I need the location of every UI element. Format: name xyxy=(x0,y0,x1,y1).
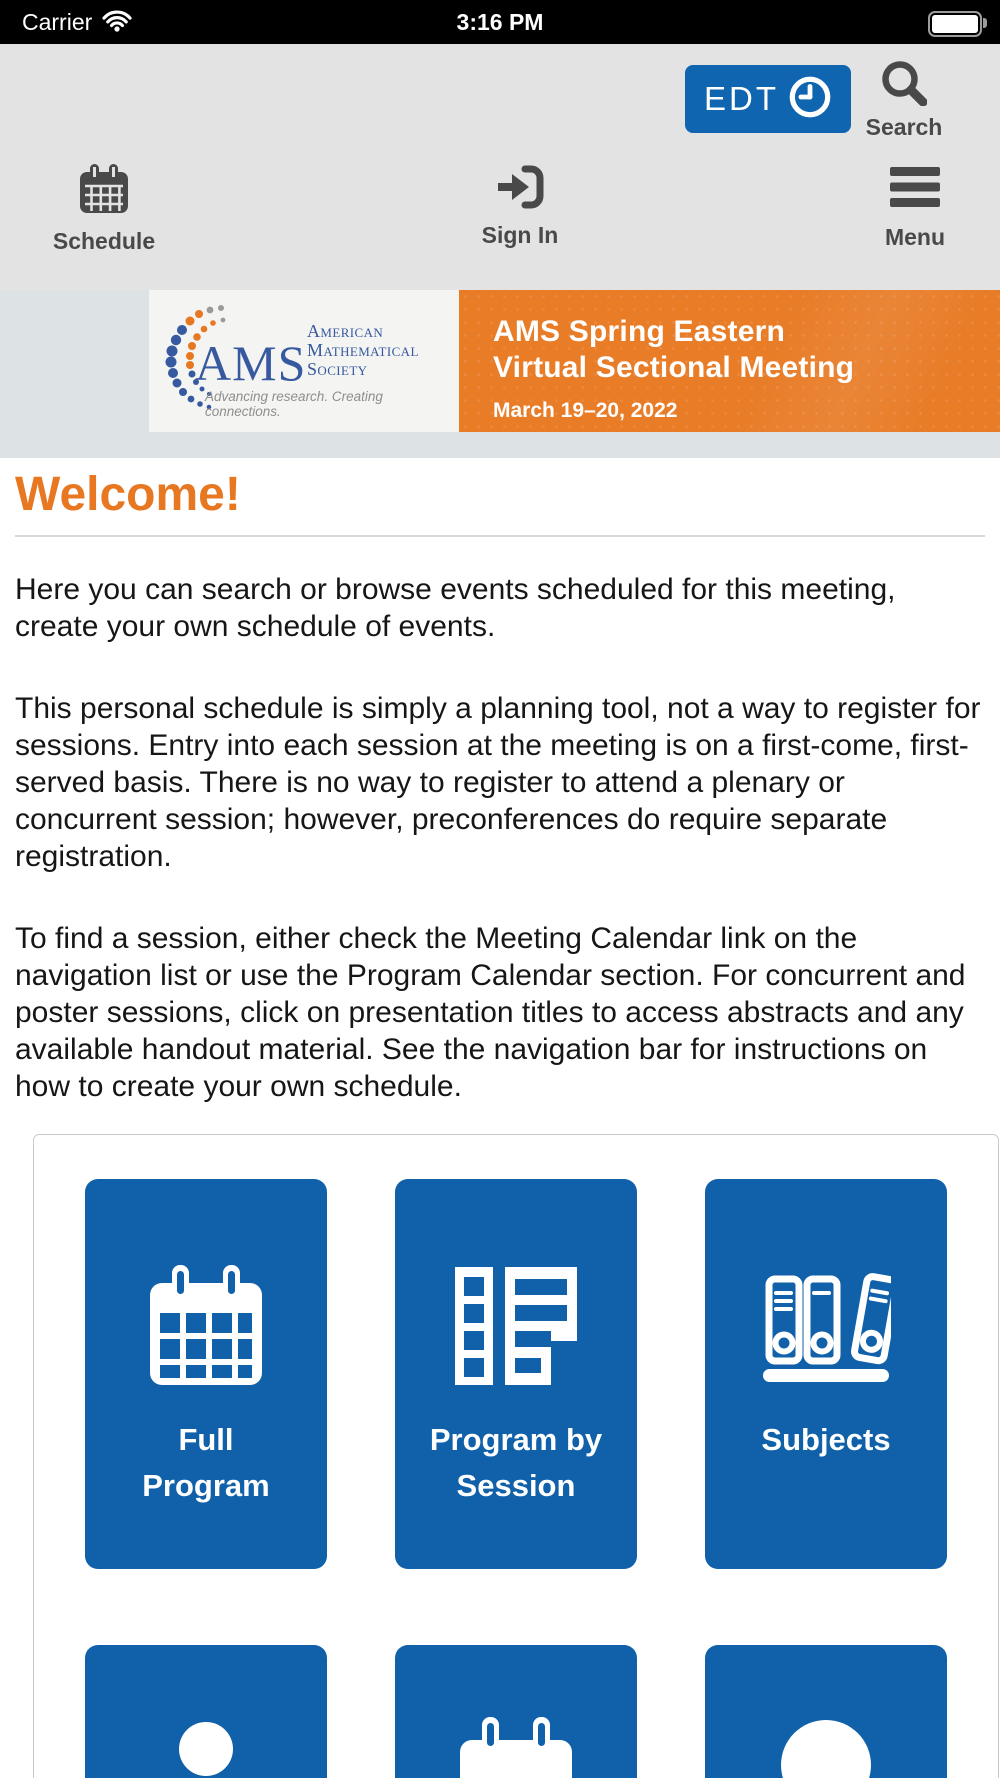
timezone-button[interactable] xyxy=(685,65,851,133)
schedule-button[interactable] xyxy=(52,162,156,255)
battery-icon xyxy=(928,11,982,37)
menu-button[interactable] xyxy=(867,167,963,251)
divider xyxy=(15,535,985,537)
schedule-label: Schedule xyxy=(52,228,156,254)
page-title: Welcome! xyxy=(15,468,241,521)
banner-band xyxy=(0,290,1000,458)
tile-subjects[interactable] xyxy=(705,1179,947,1569)
tile-label: Subjects xyxy=(761,1422,891,1457)
binders-icon xyxy=(705,1265,947,1385)
ams-tagline: Advancing research. Creating connections. xyxy=(205,389,383,419)
status-bar xyxy=(0,0,1000,44)
tile-row2-middle[interactable] xyxy=(395,1645,637,1778)
tile-row2-left[interactable] xyxy=(85,1645,327,1778)
tile-label: Full Program xyxy=(142,1422,270,1503)
search-label: Search xyxy=(865,114,943,140)
circle-icon xyxy=(705,1717,947,1778)
ams-name: American Mathematical Society xyxy=(307,321,419,379)
menu-label: Menu xyxy=(884,224,946,250)
carrier-label: Carrier xyxy=(22,8,93,35)
calendar-rings-icon xyxy=(395,1717,637,1778)
timezone-label: EDT xyxy=(704,80,779,117)
schedule-info-paragraph: This personal schedule is simply a planning tool, not a way to register for sessions. Entry into each session at the meeting is on a first-come, first-served basis. There is no way to register to attend a plenary or concurrent session; however, preconferences do require separate registration. xyxy=(15,692,981,873)
calendar-icon xyxy=(85,1265,327,1385)
search-icon xyxy=(881,93,927,110)
sign-in-button[interactable] xyxy=(466,164,574,249)
session-list-icon xyxy=(395,1265,637,1385)
sign-in-icon xyxy=(495,197,545,214)
person-icon xyxy=(85,1717,327,1778)
calendar-icon xyxy=(78,201,130,218)
tile-program-by-session[interactable] xyxy=(395,1179,637,1569)
meeting-banner xyxy=(149,290,1000,432)
clock-icon xyxy=(788,75,832,124)
meeting-title-panel xyxy=(459,290,1000,432)
hamburger-icon xyxy=(890,194,940,211)
tile-full-program[interactable] xyxy=(85,1179,327,1569)
clock-time: 3:16 PM xyxy=(456,8,544,35)
search-button[interactable] xyxy=(858,60,950,141)
ams-logo xyxy=(149,290,459,432)
main-content xyxy=(0,458,1000,1778)
meeting-dates: March 19–20, 2022 xyxy=(493,399,678,422)
meeting-title: AMS Spring Eastern Virtual Sectional Meeting xyxy=(493,315,855,384)
tile-label: Program by Session xyxy=(429,1422,603,1503)
ams-acronym: AMS xyxy=(195,335,307,391)
tile-row2-right[interactable] xyxy=(705,1645,947,1778)
sign-in-label: Sign In xyxy=(481,222,559,248)
navigation-tiles-card xyxy=(33,1134,999,1778)
tile-row-2 xyxy=(85,1645,947,1778)
intro-paragraph: Here you can search or browse events scheduled for this meeting, create your own schedule of events. xyxy=(15,573,896,643)
toolbar xyxy=(0,44,1000,290)
find-session-paragraph: To find a session, either check the Meeting Calendar link on the navigation list or use the Program Calendar section. For concurrent and poster sessions, click on presentation titles to access abstracts and any available handout material. See the navigation bar for instructions on how to create your own schedule. xyxy=(15,922,966,1103)
tile-row-1 xyxy=(85,1179,947,1569)
